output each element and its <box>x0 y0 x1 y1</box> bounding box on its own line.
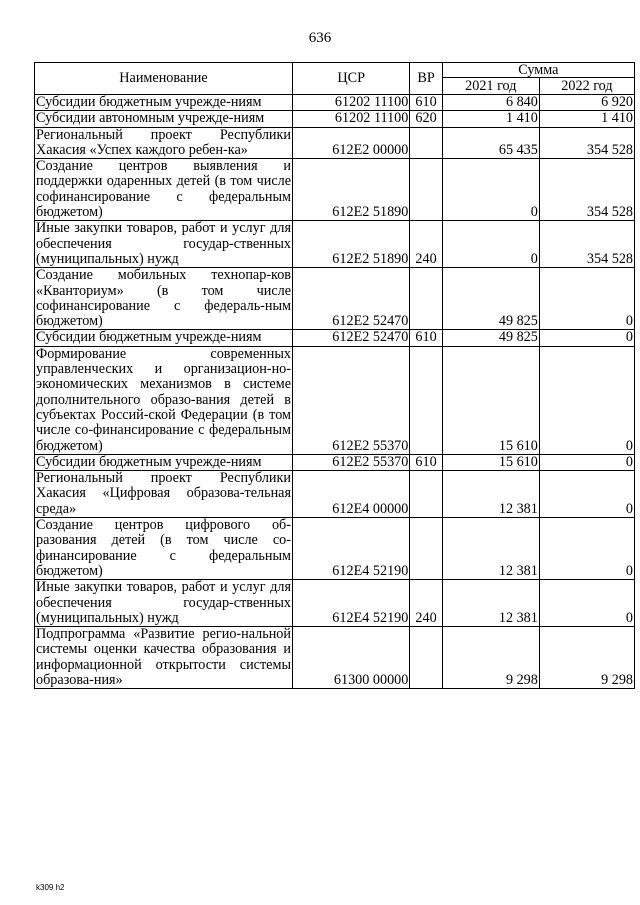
row-vr <box>410 627 442 689</box>
row-csr: 612E2 52470 <box>293 330 410 346</box>
header-csr: ЦСР <box>293 63 410 95</box>
row-sum-2021: 49 825 <box>442 330 539 346</box>
row-name: Иные закупки товаров, работ и услуг для обеспечения государ-ственных (муниципальных) нужд <box>36 579 291 626</box>
header-sum: Сумма <box>442 63 634 78</box>
row-vr: 610 <box>410 95 442 111</box>
row-sum-2021: 1 410 <box>442 111 539 127</box>
row-sum-2022: 0 <box>539 580 634 627</box>
table-row <box>35 127 635 159</box>
row-vr: 240 <box>410 580 442 627</box>
row-csr: 612E2 00000 <box>293 127 410 159</box>
row-csr: 612E4 52190 <box>293 518 410 580</box>
table-row <box>35 454 635 470</box>
row-sum-2022: 354 528 <box>539 221 634 268</box>
row-csr: 612E2 55370 <box>293 454 410 470</box>
table-row <box>35 471 635 518</box>
row-name: Формирование современных управленческих и организацион-но-экономических механизмов в системе дополнительного образо-вания детей в субъектах Россий-ской Федерации (в том числе со-финансирование с федеральным бюджетом) <box>36 345 291 454</box>
row-vr <box>410 346 442 454</box>
row-vr <box>410 127 442 159</box>
row-name: Субсидии бюджетным учрежде-ниям <box>35 95 293 111</box>
row-vr <box>410 268 442 330</box>
row-csr: 61300 00000 <box>293 627 410 689</box>
row-sum-2021: 6 840 <box>442 95 539 111</box>
row-name: Субсидии бюджетным учрежде-ниям <box>35 454 293 470</box>
row-vr: 240 <box>410 221 442 268</box>
row-name: Региональный проект Республики Хакасия «Цифровая образова-тельная среда» <box>36 470 291 517</box>
row-vr <box>410 471 442 518</box>
budget-table <box>34 62 635 689</box>
table-row <box>35 346 635 454</box>
row-sum-2022: 0 <box>539 471 634 518</box>
row-sum-2022: 354 528 <box>539 159 634 221</box>
row-csr: 612E2 51890 <box>293 159 410 221</box>
row-sum-2021: 65 435 <box>442 127 539 159</box>
row-name: Иные закупки товаров, работ и услуг для обеспечения государ-ственных (муниципальных) нужд <box>36 220 291 267</box>
row-sum-2022: 1 410 <box>539 111 634 127</box>
table-row <box>35 159 635 221</box>
table-row <box>35 268 635 330</box>
table-row <box>35 580 635 627</box>
row-csr: 612E4 52190 <box>293 580 410 627</box>
header-year-2022: 2022 год <box>539 78 634 95</box>
row-sum-2022: 0 <box>539 268 634 330</box>
row-sum-2021: 12 381 <box>442 471 539 518</box>
row-name: Подпрограмма «Развитие регио-нальной системы оценки качества образования и информационной открытости системы образова-ния» <box>36 626 291 688</box>
row-sum-2022: 0 <box>539 346 634 454</box>
header-year-2021: 2021 год <box>442 78 539 95</box>
row-sum-2021: 0 <box>442 159 539 221</box>
row-sum-2021: 0 <box>442 221 539 268</box>
row-sum-2022: 9 298 <box>539 627 634 689</box>
row-sum-2022: 0 <box>539 330 634 346</box>
row-sum-2021: 49 825 <box>442 268 539 330</box>
row-sum-2021: 9 298 <box>442 627 539 689</box>
row-vr: 620 <box>410 111 442 127</box>
row-name: Создание центров цифрового об-разования детей (в том числе со-финансирование с федеральным бюджетом) <box>36 517 291 579</box>
page-number: 636 <box>308 30 332 46</box>
row-csr: 612E2 52470 <box>293 268 410 330</box>
row-csr: 612E2 55370 <box>293 346 410 454</box>
row-sum-2022: 354 528 <box>539 127 634 159</box>
row-name: Создание мобильных технопар-ков «Кванториум» (в том числе софинансирование с федераль-ным бюджетом) <box>36 267 291 330</box>
row-sum-2022: 6 920 <box>539 95 634 111</box>
row-name: Субсидии бюджетным учрежде-ниям <box>35 330 293 346</box>
table-row <box>35 221 635 268</box>
row-csr: 61202 11100 <box>293 111 410 127</box>
table-row <box>35 518 635 580</box>
row-name: Региональный проект Республики Хакасия «Успех каждого ребен-ка» <box>36 126 291 158</box>
row-sum-2022: 0 <box>539 518 634 580</box>
row-name: Субсидии автономным учрежде-ниям <box>35 111 293 127</box>
row-sum-2021: 15 610 <box>442 346 539 454</box>
row-vr: 610 <box>410 330 442 346</box>
row-sum-2021: 12 381 <box>442 580 539 627</box>
row-name: Создание центров выявления и поддержки одаренных детей (в том числе софинансирование с федеральным бюджетом) <box>36 158 291 221</box>
table-row <box>35 95 635 111</box>
row-sum-2022: 0 <box>539 454 634 470</box>
table-body <box>35 95 635 689</box>
row-csr: 612E4 00000 <box>293 471 410 518</box>
header-vr: ВР <box>410 63 442 95</box>
table-row <box>35 627 635 689</box>
footer-code: k309 h2 <box>36 883 65 892</box>
row-vr <box>410 518 442 580</box>
table-row <box>35 111 635 127</box>
row-sum-2021: 12 381 <box>442 518 539 580</box>
row-csr: 61202 11100 <box>293 95 410 111</box>
row-sum-2021: 15 610 <box>442 454 539 470</box>
row-vr <box>410 159 442 221</box>
header-name: Наименование <box>35 63 293 95</box>
row-vr: 610 <box>410 454 442 470</box>
row-csr: 612E2 51890 <box>293 221 410 268</box>
table-row <box>35 330 635 346</box>
